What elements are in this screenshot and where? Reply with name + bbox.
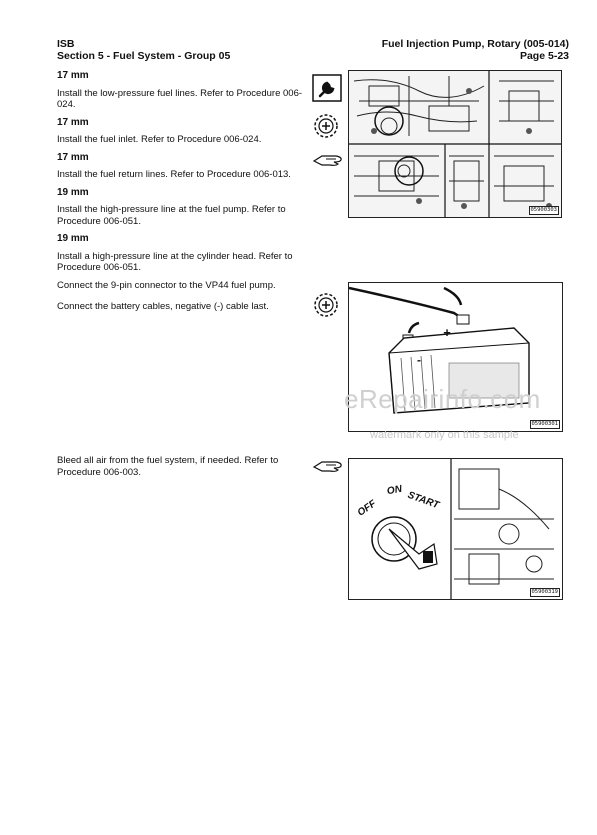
step-1 [57, 70, 307, 111]
page-number: Page 5-23 [519, 50, 569, 62]
wrench-icon [312, 74, 342, 102]
steps-list [57, 70, 307, 313]
engine-illustration [349, 71, 561, 217]
step-2 [57, 117, 307, 146]
key-start-label: START [406, 489, 441, 512]
step-5 [57, 233, 307, 274]
ignition-illustration [349, 459, 562, 599]
negative-terminal-label: - [417, 353, 421, 367]
step-4 [57, 187, 307, 228]
wrench-size: 19 mm [57, 186, 89, 198]
header-right [382, 38, 569, 62]
figure-code: 05900319 [531, 589, 558, 595]
hand-icon [312, 458, 344, 474]
ignition-figure [348, 458, 563, 600]
step-text: Install a high-pressure line at the cylinder head. Refer to Procedure 006-051. [57, 250, 293, 273]
gear-icon [312, 112, 340, 140]
connect-step: Connect the 9-pin connector to the VP44 fuel pump. [57, 279, 276, 291]
key-off-label: OFF [355, 498, 379, 519]
step-text: Install the high-pressure line at the fuel pump. Refer to Procedure 006-051. [57, 204, 286, 227]
gear-icon [312, 291, 340, 319]
procedure-title: Fuel Injection Pump, Rotary (005-014) [381, 38, 569, 50]
step-text: Install the fuel return lines. Refer to Procedure 006-013. [57, 169, 291, 180]
wrench-size: 17 mm [57, 116, 89, 128]
step-3 [57, 152, 307, 181]
header-left [57, 38, 230, 62]
figure-code: 05900303 [530, 207, 557, 213]
bleed-step: Bleed all air from the fuel system, if needed. Refer to Procedure 006-003. [57, 455, 279, 478]
watermark-note: watermark only on this sample [370, 429, 519, 441]
watermark-site: eRepairinfo.com [344, 384, 541, 414]
step-text: Install the low-pressure fuel lines. Refer to Procedure 006-024. [57, 87, 303, 110]
battery-step: Connect the battery cables, negative (-) cable last. [57, 301, 269, 312]
manual-code: ISB [57, 38, 75, 50]
wrench-size: 19 mm [57, 233, 89, 244]
hand-icon [312, 152, 344, 168]
step-text: Install the fuel inlet. Refer to Procedure 006-024. [57, 134, 262, 145]
section-title: Section 5 - Fuel System - Group 05 [57, 50, 231, 62]
wrench-size: 17 mm [57, 151, 89, 163]
wrench-size: 17 mm [57, 70, 89, 81]
positive-terminal-label: + [443, 325, 451, 340]
fuel-pump-figure [348, 70, 562, 218]
key-on-label: ON [386, 483, 403, 498]
figure-code: 05900301 [531, 421, 558, 427]
